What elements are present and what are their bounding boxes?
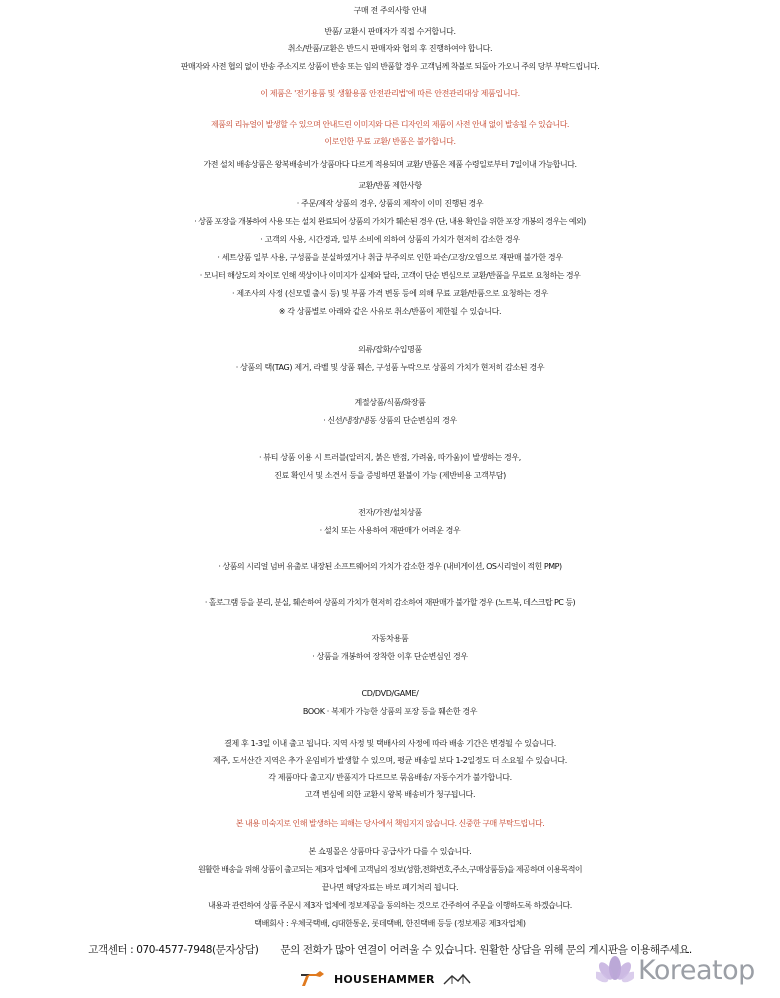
restriction-item: · 모니터 해상도의 차이로 인해 색상이나 이미지가 실제와 달라, 고객이 단순 변심으로 교환/반품을 무료로 요청하는 경우 — [199, 271, 581, 280]
board-notice: 문의 전화가 많아 연결이 어려울 수 있습니다. 원활한 상담을 위해 문의 게시판을 이용해주세요. — [280, 944, 692, 956]
brand-name: HOUSEHAMMER — [334, 972, 435, 986]
privacy-line: 내용과 관련하여 상품 주문시 제3자 업체에 정보제공을 동의하는 것으로 간주하여 주문을 이행하도록 하겠습니다. — [208, 901, 572, 910]
privacy-line: 원활한 배송을 위해 상품이 출고되는 제3자 업체에 고객님의 정보(성함,전화번호,주소,구매상품등)을 제공하며 이용목적이 — [197, 865, 583, 874]
category-item: · 상품을 개봉하여 장착한 이후 단순변심인 경우 — [312, 652, 468, 661]
liability-notice: 본 내용 미숙지로 인해 발생하는 피해는 당사에서 책임지지 않습니다. 신중한 구매 부탁드립니다. — [235, 819, 545, 828]
privacy-line: 택배회사 : 우체국택배, cj대한통운, 롯데택배, 한진택배 등등 (정보제공 제3자업체) — [254, 919, 526, 928]
category-item: · 설치 또는 사용하여 재판매가 어려운 경우 — [319, 526, 461, 535]
delivery-line: 고객 변심에 의한 교환시 왕복 배송비가 청구됩니다. — [304, 790, 476, 799]
watermark-text: Koreatop — [638, 954, 755, 986]
privacy-line: 본 쇼핑몰은 상품마다 공급사가 다를 수 있습니다. — [308, 847, 472, 856]
notice-title: 구매 전 주의사항 안내 — [353, 6, 427, 15]
category-heading-seasonal: 계절상품/식품/화장품 — [354, 398, 426, 407]
renewal-notice: 제품의 리뉴얼이 발생할 수 있으며 안내드린 이미지와 다른 디자인의 제품이 사전 안내 없이 발송될 수 있습니다. — [211, 120, 569, 129]
delivery-line: 결제 후 1-3일 이내 출고 됩니다. 지역 사정 및 택배사의 사정에 따라 배송 기간은 변경될 수 있습니다. — [224, 739, 556, 748]
restriction-item: · 제조사의 사정 (신모델 출시 등) 및 부품 가격 변동 등에 의해 무료 교환/반품으로 요청하는 경우 — [232, 289, 548, 298]
intro-line: 취소/반품/교환은 반드시 판매자와 협의 후 진행하여야 합니다. — [287, 44, 493, 53]
renewal-notice: 이로인한 무료 교환/ 반품은 불가합니다. — [324, 137, 456, 146]
category-heading-electronics: 전자/가전/설치상품 — [358, 508, 422, 517]
category-item: · 홀로그램 등을 분리, 분실, 훼손하여 상품의 가치가 현저히 감소하여 재판매가 불가할 경우 (노트북, 데스크탑 PC 등) — [204, 598, 576, 607]
category-heading-clothing: 의류/잡화/수입명품 — [358, 345, 422, 354]
hammer-logo-icon — [300, 971, 326, 987]
shipping-fee-notice: 가전 설치 배송상품은 왕복배송비가 상품마다 다르게 적용되며 교환/ 반품은 제품 수령일로부터 7일이내 가능합니다. — [203, 160, 577, 169]
privacy-line: 끝나면 해당자료는 바로 폐기처리 됩니다. — [321, 883, 459, 892]
delivery-line: 각 제품마다 출고지/ 반품지가 다르므로 묶음배송/ 자동수거가 불가합니다. — [268, 773, 512, 782]
category-item: · 신선/냉장/냉동 상품의 단순변심의 경우 — [323, 416, 457, 425]
intro-line: 판매자와 사전 협의 없이 반송 주소지로 상품이 반송 또는 임의 반품할 경우 고객님께 착불로 되돌아 가오니 주의 당부 부탁드립니다. — [180, 62, 600, 71]
house-roof-icon — [443, 973, 471, 985]
restriction-item: · 상품 포장을 개봉하여 사용 또는 설치 완료되어 상품의 가치가 훼손된 경우 (단, 내용 확인을 위한 포장 개봉의 경우는 예외) — [194, 217, 586, 226]
restriction-item: · 세트상품 일부 사용, 구성품을 분실하였거나 취급 부주의로 인한 파손/고장/오염으로 재판매 불가한 경우 — [217, 253, 563, 262]
brand-logo — [300, 968, 471, 990]
category-item: 진료 확인서 및 소견서 등을 증빙하면 환불이 가능 (제반비용 고객부담) — [274, 471, 506, 480]
restrictions-heading: 교환/반품 제한사항 — [358, 181, 422, 190]
koreatop-watermark — [596, 954, 755, 986]
category-heading-automotive: 자동차용품 — [371, 634, 409, 643]
restriction-item: · 주문/제작 상품의 경우, 상품의 제작이 이미 진행된 경우 — [296, 199, 484, 208]
category-item: BOOK · 복제가 가능한 상품의 포장 등을 훼손한 경우 — [302, 707, 478, 716]
category-item: · 상품의 택(TAG) 제거, 라벨 및 상품 훼손, 구성품 누락으로 상품의 가치가 현저히 감소된 경우 — [235, 363, 545, 372]
restrictions-note: ※ 각 상품별로 아래와 같은 사유로 취소/반품이 제한될 수 있습니다. — [278, 307, 502, 316]
customer-center-contact: 고객센터 : 070-4577-7948(문자상담) — [88, 944, 259, 956]
category-heading-media: CD/DVD/GAME/ — [361, 689, 419, 698]
lotus-icon — [596, 954, 634, 986]
category-item: · 뷰티 상품 이용 시 트러블(알러지, 붉은 반점, 가려움, 따가움)이 발생하는 경우, — [259, 453, 521, 462]
safety-notice: 이 제품은 '전기용품 및 생활용품 안전관리법'에 따른 안전관리대상 제품입니다. — [260, 89, 520, 98]
intro-line: 반품/ 교환시 판매자가 직접 수거합니다. — [324, 27, 456, 36]
delivery-line: 제주, 도서산간 지역은 추가 운임비가 발생할 수 있으며, 평균 배송일 보다 1-2일정도 더 소요될 수 있습니다. — [213, 756, 567, 765]
restriction-item: · 고객의 사용, 시간경과, 일부 소비에 의하여 상품의 가치가 현저히 감소한 경우 — [260, 235, 520, 244]
category-item: · 상품의 시리얼 넘버 유출로 내장된 소프트웨어의 가치가 감소한 경우 (내비게이션, OS시리얼이 적힌 PMP) — [218, 562, 562, 571]
